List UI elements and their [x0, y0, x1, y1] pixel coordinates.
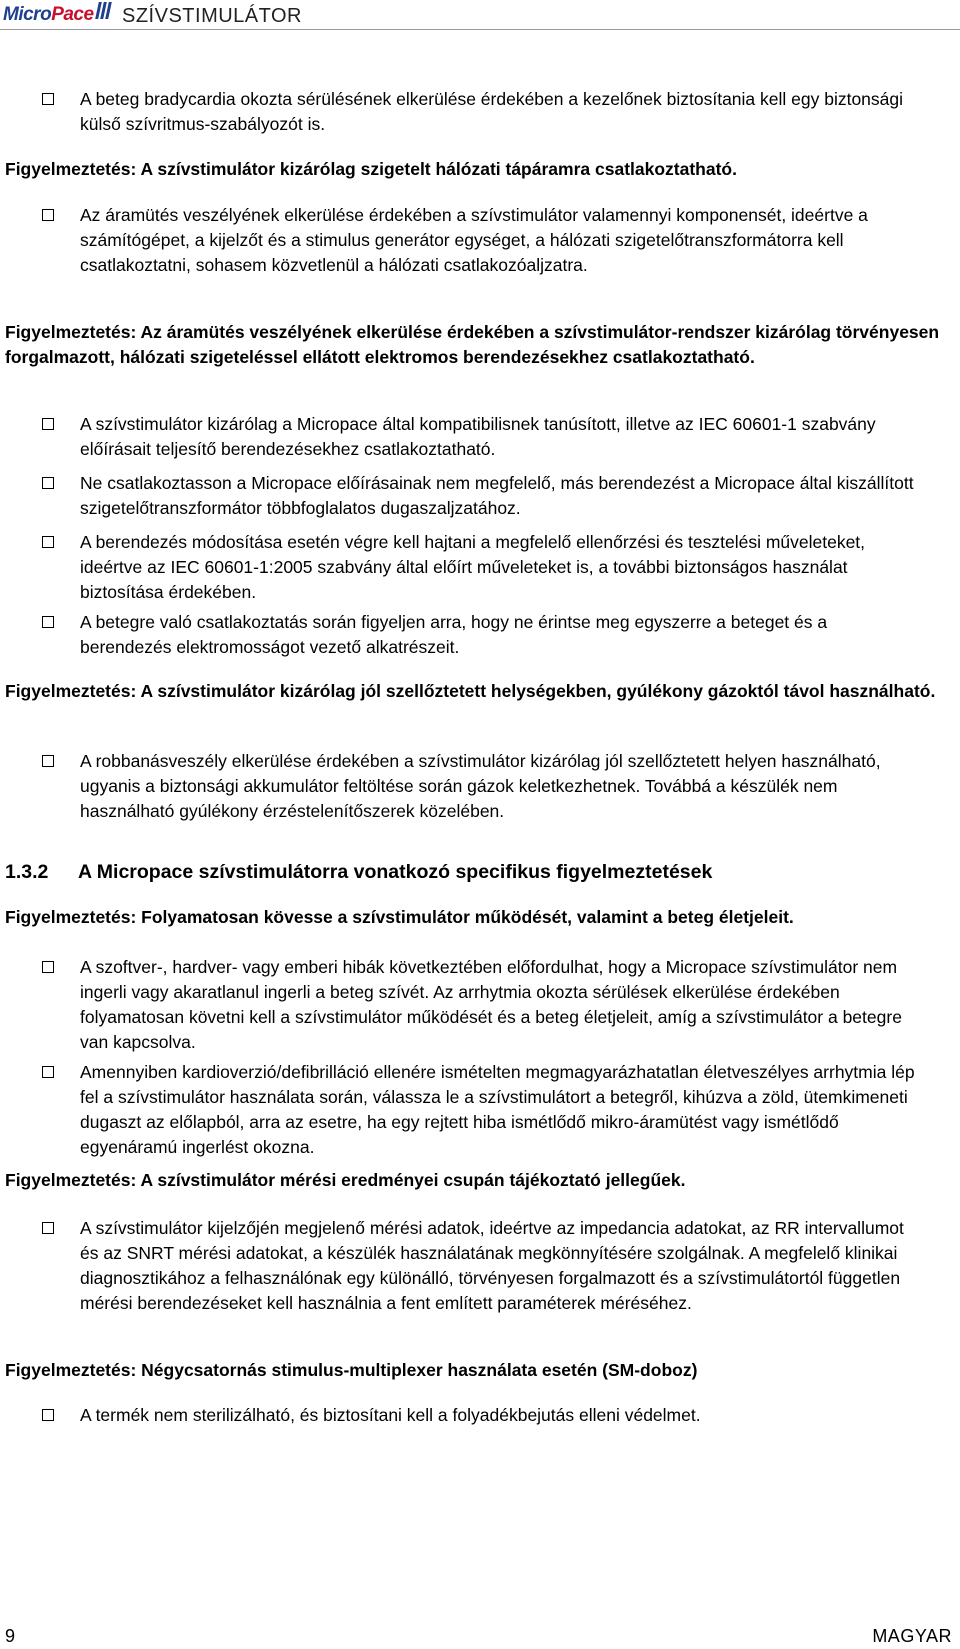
- bullet-text: Amennyiben kardioverzió/defibrilláció ellenére ismételten megmagyarázhatatlan életveszélyes arrhytmia lép fel a szívstimulátor használata során, válassza le a szívstimulátort a betegről, kihúzva a zöld, ütemkimeneti dugaszt az előlapból, arra az esetre, ha egy rejtett hiba ismétlődő mikro-áramütést vagy ismétlődő egyenáramú ingerlést okozna.: [80, 1062, 915, 1157]
- bullet-text: A szívstimulátor kizárólag a Micropace által kompatibilisnek tanúsított, illetve az IEC 60601-1 szabvány előírásait teljesítő berendezésekhez csatlakoztatható.: [80, 414, 876, 459]
- checkbox-bullet-icon: [42, 755, 54, 767]
- bullet-text: A termék nem sterilizálható, és biztosítani kell a folyadékbejutás elleni védelmet.: [80, 1405, 701, 1425]
- checkbox-bullet-icon: [42, 1409, 54, 1421]
- warning-heading: Figyelmeztetés: A szívstimulátor kizárólag szigetelt hálózati tápáramra csatlakoztatható.: [5, 159, 737, 179]
- checkbox-bullet-icon: [42, 93, 54, 105]
- bullet-item: [42, 749, 922, 824]
- page-number: 9: [5, 1626, 16, 1646]
- bullet-item: [42, 203, 922, 278]
- checkbox-bullet-icon: [42, 418, 54, 430]
- checkbox-bullet-icon: [42, 1222, 54, 1234]
- warning-heading: Figyelmeztetés: Folyamatosan kövesse a szívstimulátor működését, valamint a beteg életjeleit.: [5, 907, 794, 927]
- bullet-item: [42, 1216, 922, 1316]
- bullet-item: [42, 471, 922, 521]
- warning-heading: Figyelmeztetés: Négycsatornás stimulus-multiplexer használata esetén (SM-doboz): [5, 1360, 698, 1380]
- section-heading: [5, 860, 953, 884]
- checkbox-bullet-icon: [42, 536, 54, 548]
- checkbox-bullet-icon: [42, 961, 54, 973]
- bullet-text: A szívstimulátor kijelzőjén megjelenő mérési adatok, ideértve az impedancia adatokat, az RR intervallumot és az SNRT mérési adatokat, a készülék használatának megkönnyítésére szolgálnak. A megfelelő klinikai diagnosztikához a felhasználónak egy különálló, törvényesen forgalmazott és a szívstimulátortól független mérési berendezéseket kell használnia a fent említett paraméterek méréséhez.: [80, 1218, 904, 1313]
- bullet-item: [42, 955, 922, 1055]
- logo-text-pace: Pace: [51, 4, 94, 25]
- logo-bars-icon: [97, 2, 112, 24]
- bullet-text: A robbanásveszély elkerülése érdekében a szívstimulátor kizárólag jól szellőztetett helyen használható, ugyanis a biztonsági akkumulátor feltöltése során gázok keletkezhetnek. Továbbá a készülék nem használható gyúlékony érzéstelenítőszerek közelében.: [80, 751, 881, 821]
- checkbox-bullet-icon: [42, 477, 54, 489]
- section-title: A Micropace szívstimulátorra vonatkozó specifikus figyelmeztetések: [78, 861, 713, 883]
- bullet-text: Az áramütés veszélyének elkerülése érdekében a szívstimulátor valamennyi komponensét, ideértve a számítógépet, a kijelzőt és a stimulus generátor egységet, a hálózati szigetelőtranszformátorra kell csatlakoztatni, sohasem közvetlenül a hálózati csatlakozóaljzatra.: [80, 205, 868, 275]
- logo-text-micro: Micro: [3, 4, 52, 25]
- header-title: SZÍVSTIMULÁTOR: [122, 5, 302, 27]
- checkbox-bullet-icon: [42, 616, 54, 628]
- bullet-item: [42, 412, 922, 462]
- bullet-text: Ne csatlakoztasson a Micropace előírásainak nem megfelelő, más berendezést a Micropace által kiszállított szigetelőtranszformátor többfoglalatos dugaszaljzatához.: [80, 473, 914, 518]
- checkbox-bullet-icon: [42, 1066, 54, 1078]
- warning-heading: Figyelmeztetés: Az áramütés veszélyének elkerülése érdekében a szívstimulátor-rendszer kizárólag törvényesen forgalmazott, hálózati szigeteléssel ellátott elektromos berendezésekhez csatlakoztatható.: [5, 322, 940, 367]
- warning-heading: Figyelmeztetés: A szívstimulátor kizárólag jól szellőztetett helységekben, gyúlékony gázoktól távol használható.: [5, 681, 936, 701]
- section-number: 1.3.2: [5, 861, 49, 883]
- bullet-item: [42, 1060, 922, 1160]
- checkbox-bullet-icon: [42, 209, 54, 221]
- bullet-text: A szoftver-, hardver- vagy emberi hibák következtében előfordulhat, hogy a Micropace szívstimulátor nem ingerli vagy akaratlanul ingerli a beteg szívét. Az arrhytmia okozta sérülések elkerülése érdekében folyamatosan követni kell a szívstimulátor működését és a beteg életjeleit, amíg a szívstimulátor a betegre van kapcsolva.: [80, 957, 902, 1052]
- footer-language: MAGYAR: [872, 1626, 952, 1646]
- bullet-text: A betegre való csatlakoztatás során figyeljen arra, hogy ne érintse meg egyszerre a beteget és a berendezés elektromosságot vezető alkatrészeit.: [80, 612, 828, 657]
- page-header: [0, 0, 960, 30]
- header-divider: [0, 29, 960, 30]
- bullet-item: [42, 87, 922, 137]
- micropace-logo: [3, 4, 112, 26]
- warning-heading: Figyelmeztetés: A szívstimulátor mérési eredményei csupán tájékoztató jellegűek.: [5, 1170, 686, 1190]
- bullet-text: A berendezés módosítása esetén végre kell hajtani a megfelelő ellenőrzési és tesztelési műveleteket, ideértve az IEC 60601-1:2005 szabvány által előírt műveleteket is, a további biztonságos használat biztosítása érdekében.: [80, 532, 866, 602]
- bullet-item: [42, 1403, 922, 1428]
- bullet-text: A beteg bradycardia okozta sérülésének elkerülése érdekében a kezelőnek biztosítania kell egy biztonsági külső szívritmus-szabályozót is.: [80, 89, 904, 134]
- bullet-item: [42, 610, 922, 660]
- bullet-item: [42, 530, 922, 605]
